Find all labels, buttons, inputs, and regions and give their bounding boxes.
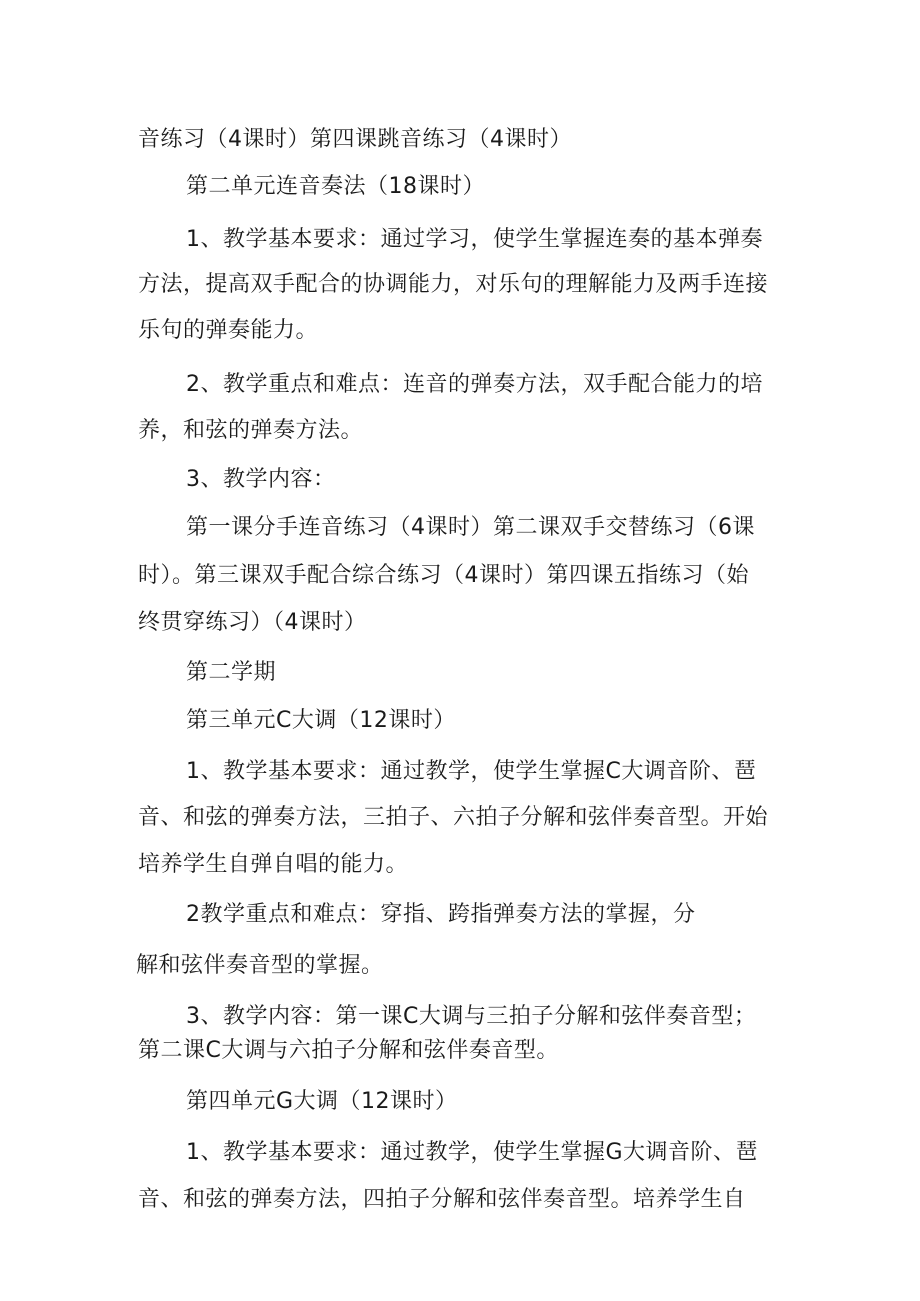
text-line: 2、教学重点和难点：连音的弹奏方法，双手配合能力的培 (186, 372, 763, 397)
text-line: 2教学重点和难点：穿指、跨指弹奏方法的掌握，分 (186, 902, 696, 927)
text-line: 第一课分手连音练习（4课时）第二课双手交替练习（6课 (186, 515, 755, 540)
section-heading: 第四单元G大调（12课时） (186, 1089, 458, 1114)
text-line: 3、教学内容：第一课C大调与三拍子分解和弦伴奏音型； (186, 1004, 757, 1029)
text-line: 解和弦伴奏音型的掌握。 (136, 953, 384, 978)
text-line: 3、教学内容： (186, 467, 336, 492)
text-line: 时）。第三课双手配合综合练习（4课时）第四课五指练习（始 (138, 563, 749, 588)
text-line: 1、教学基本要求：通过教学，使学生掌握C大调音阶、琶 (186, 759, 757, 784)
section-heading: 第二学期 (186, 660, 277, 685)
text-line: 方法，提高双手配合的协调能力，对乐句的理解能力及两手连接 (138, 272, 769, 297)
text-line: 音、和弦的弹奏方法，三拍子、六拍子分解和弦伴奏音型。开始 (138, 805, 769, 830)
section-heading: 第三单元C大调（12课时） (186, 708, 456, 733)
text-line: 第二课C大调与六拍子分解和弦伴奏音型。 (138, 1038, 559, 1063)
text-line: 乐句的弹奏能力。 (138, 318, 319, 343)
text-line: 养，和弦的弹奏方法。 (138, 418, 364, 443)
section-heading: 第二单元连音奏法（18课时） (186, 174, 485, 199)
text-line: 音、和弦的弹奏方法，四拍子分解和弦伴奏音型。培养学生自 (138, 1187, 746, 1212)
text-line: 1、教学基本要求：通过学习，使学生掌握连奏的基本弹奏 (186, 227, 763, 252)
text-line: 1、教学基本要求：通过教学，使学生掌握G大调音阶、琶 (186, 1140, 759, 1165)
text-line: 终贯穿练习）（4课时） (138, 610, 367, 635)
text-line: 音练习（4课时）第四课跳音练习（4课时） (138, 127, 572, 152)
text-line: 培养学生自弹自唱的能力。 (138, 852, 409, 877)
